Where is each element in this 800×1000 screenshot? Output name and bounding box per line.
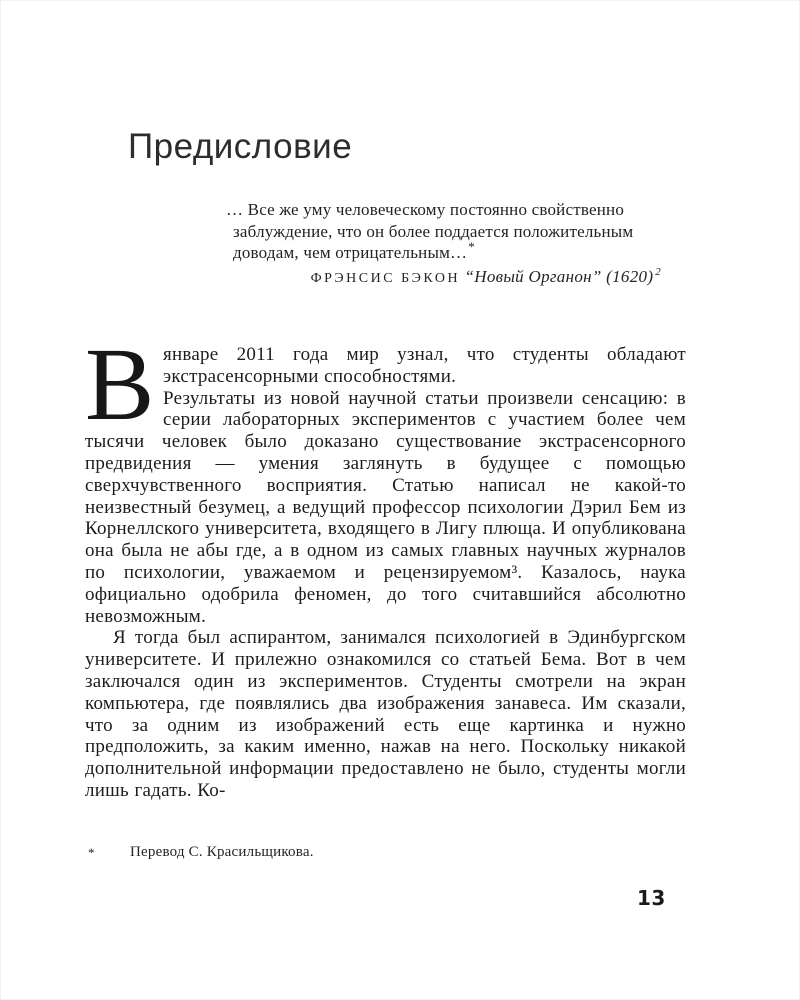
- paragraph: Результаты из новой научной статьи произвели сенсацию: в серии лабораторных экспериментов с участием более чем тысячи человек было доказано существование экстрасенсорного предвидения — умения заглянуть в будущее с помощью сверхчувственного восприятия. Статью написал не какой-то неизвестный безумец, а ведущий профессор психологии Дэрил Бем из Корнеллского университета, входящего в Лигу плюща. И опубликована она была не абы где, а в одном из самых главных научных журналов по психологии, уважаемом и рецензируемом³. Казалось, наука официально одобрила феномен, до того считавшийся абсолютно невозможным.: [85, 387, 686, 627]
- paragraph: Я тогда был аспирантом, занимался психологией в Эдинбургском университете. И прилежно ознакомился со статьей Бема. Вот в чем заключался один из экспериментов. Студенты смотрели на экран компьютера, где появлялись два изображения занавеса. Им сказали, что за одним из изображений есть еще картинка и нужно предположить, за каким именно, нажав на него. Поскольку никакой дополнительной информации предоставлено не было, студенты могли лишь гадать. Ко-: [85, 627, 686, 801]
- footnote-text: Перевод С. Красильщикова.: [130, 844, 314, 860]
- epigraph: [226, 199, 669, 289]
- epigraph-footnote-marker: *: [468, 239, 475, 255]
- body-text: [85, 327, 686, 802]
- chapter-title: Предисловие: [128, 127, 353, 167]
- epigraph-quote-text: … Все же уму человеческому постоянно свойственно заблуждение, что он более поддается положительным доводам, чем отрицательным…: [226, 200, 634, 262]
- epigraph-attribution: [233, 266, 669, 290]
- paragraph: январе 2011 года мир узнал, что студенты обладают экстрасенсорными способностями.: [163, 344, 686, 387]
- epigraph-quote: [226, 199, 669, 264]
- epigraph-endnote-number: 2: [655, 265, 661, 278]
- epigraph-author: ФРЭНСИС БЭКОН: [310, 270, 461, 286]
- epigraph-work-title: “Новый Органон” (1620): [464, 266, 654, 286]
- page-number: 13: [637, 886, 666, 910]
- footnote: [85, 843, 686, 862]
- dropcap-letter: В: [85, 327, 155, 442]
- footnote-marker: *: [88, 845, 95, 860]
